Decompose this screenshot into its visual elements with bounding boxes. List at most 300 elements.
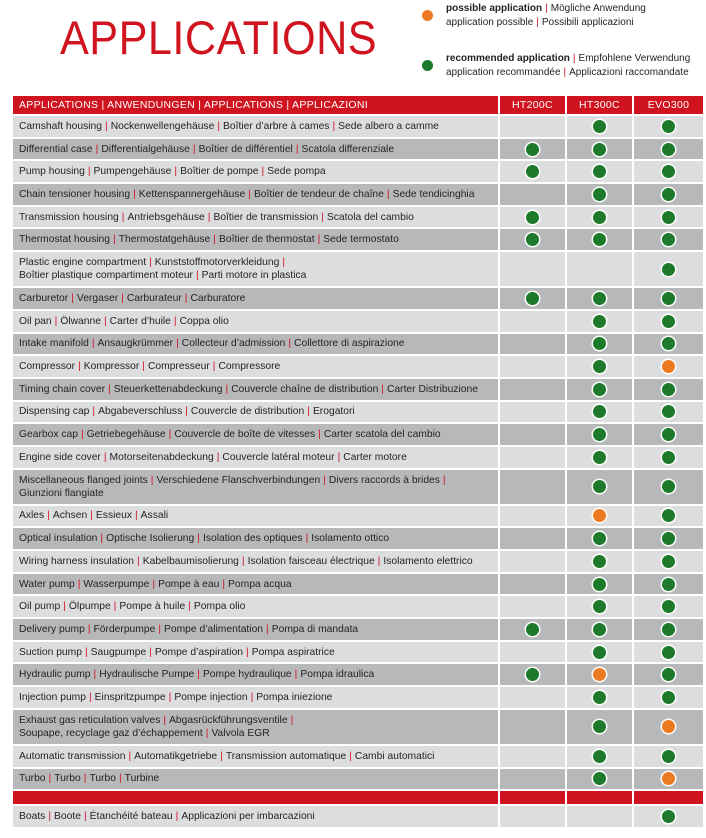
recommended-dot-icon <box>662 315 675 328</box>
application-name-part: Carter Distribuzione <box>386 383 478 395</box>
separator: | <box>100 533 104 545</box>
application-name <box>13 447 500 468</box>
separator: | <box>87 166 91 178</box>
application-name-part: Hydraulische Pumpe <box>99 669 195 681</box>
recommended-dot-icon <box>593 750 606 763</box>
recommended-dot-icon <box>662 337 675 350</box>
separator: | <box>337 451 341 463</box>
rating-cell <box>500 769 567 790</box>
separator: | <box>93 669 97 681</box>
table-row <box>13 229 703 252</box>
separator: | <box>90 510 93 522</box>
rating-cell <box>567 664 634 685</box>
rating-cell <box>634 402 703 423</box>
application-name-part: Boîtier de transmission <box>213 211 319 223</box>
separator: | <box>323 474 326 486</box>
application-name-part: Turbo <box>19 773 46 785</box>
separator: | <box>377 555 381 567</box>
rating-cell <box>634 506 703 527</box>
separator: | <box>305 533 309 545</box>
application-name <box>13 769 500 790</box>
separator: | <box>88 691 92 703</box>
recommended-dot-icon <box>593 480 606 493</box>
table-row <box>13 288 703 311</box>
application-name <box>13 710 500 744</box>
separator: | <box>261 166 265 178</box>
application-name-part: Delivery pump <box>19 623 85 635</box>
separator: | <box>149 646 152 658</box>
application-name-part: Boîtier de thermostat <box>218 234 315 246</box>
table-row <box>13 506 703 529</box>
rating-cell <box>634 311 703 332</box>
separator: | <box>185 406 188 418</box>
application-name-part: Engine side cover <box>19 451 101 463</box>
application-name-part: Pompa di mandata <box>271 623 359 635</box>
application-name-part: Essieux <box>95 510 132 522</box>
separator: | <box>192 143 196 155</box>
application-name-part: Couvercle chaîne de distribution <box>231 383 379 395</box>
separator: | <box>173 315 177 327</box>
application-name-part: Pompe à huile <box>119 601 186 613</box>
rating-cell <box>634 252 703 286</box>
rating-cell <box>567 596 634 617</box>
rating-cell <box>634 356 703 377</box>
application-name-part: Saugpumpe <box>90 646 147 658</box>
separator: | <box>84 646 88 658</box>
separator: | <box>282 257 286 269</box>
separator: | <box>158 623 161 635</box>
divider-cell <box>567 791 634 804</box>
separator: | <box>307 406 310 418</box>
application-name-part: Antriebsgehäuse <box>127 211 205 223</box>
rating-cell <box>567 252 634 286</box>
application-name-part: Cambi automatici <box>354 750 435 762</box>
application-name-part: Camshaft housing <box>19 120 102 132</box>
separator: | <box>47 510 50 522</box>
application-name-part: Wasserpumpe <box>83 578 150 590</box>
recommended-dot-icon <box>662 233 675 246</box>
application-name <box>13 139 500 160</box>
table-row <box>13 574 703 597</box>
rating-cell <box>500 806 567 827</box>
separator: | <box>176 338 179 350</box>
recommended-dot-icon <box>662 668 675 681</box>
application-name-part: Boote <box>54 811 81 823</box>
rating-cell <box>567 710 634 744</box>
rating-cell <box>567 424 634 445</box>
separator: | <box>294 669 298 681</box>
table-row <box>13 311 703 334</box>
table-row <box>13 424 703 447</box>
application-name-part: Water pump <box>19 578 75 590</box>
recommended-dot-icon <box>662 480 675 493</box>
possible-dot-icon <box>662 772 675 785</box>
application-name-part: Getriebegehäuse <box>86 429 166 441</box>
rating-cell <box>634 642 703 663</box>
application-name-part: Dispensing cap <box>19 406 90 418</box>
application-name-part: Kompressor <box>83 361 140 373</box>
rating-cell <box>567 551 634 572</box>
separator: | <box>216 451 220 463</box>
application-name-part: Étanchéité bateau <box>89 811 173 823</box>
application-name-part: Pumpengehäuse <box>93 166 172 178</box>
application-name <box>13 311 500 332</box>
separator: | <box>184 292 188 304</box>
recommended-dot-icon <box>662 623 675 636</box>
rating-cell <box>567 161 634 182</box>
applications-table <box>13 96 703 829</box>
separator: | <box>118 773 122 785</box>
recommended-dot-icon <box>593 428 606 441</box>
rating-cell <box>500 139 567 160</box>
rating-cell <box>634 424 703 445</box>
rating-cell <box>567 184 634 205</box>
application-name-part: Compressor <box>19 361 76 373</box>
application-name-part: Oil pan <box>19 315 52 327</box>
recommended-dot-icon <box>662 600 675 613</box>
rating-cell <box>567 470 634 504</box>
recommended-dot-icon <box>526 668 539 681</box>
separator: | <box>163 714 167 726</box>
application-name <box>13 207 500 228</box>
rating-cell <box>567 642 634 663</box>
application-name <box>13 424 500 445</box>
application-name-part: Timing chain cover <box>19 383 106 395</box>
table-row <box>13 161 703 184</box>
application-name <box>13 470 500 504</box>
application-name <box>13 184 500 205</box>
recommended-dot-icon <box>662 211 675 224</box>
recommended-dot-icon <box>662 428 675 441</box>
separator: | <box>71 292 74 304</box>
rating-cell <box>634 139 703 160</box>
separator: | <box>91 338 95 350</box>
separator: | <box>121 211 125 223</box>
separator: | <box>197 669 200 681</box>
separator: | <box>134 510 138 522</box>
application-name-part: Vergaser <box>76 292 119 304</box>
application-name-part: Chain tensioner housing <box>19 188 131 200</box>
application-name-part: Injection pump <box>19 691 86 703</box>
rating-cell <box>567 687 634 708</box>
rating-cell <box>500 229 567 250</box>
application-name-line: Soupape, recyclage gaz d’échappement | Valvola EGR <box>19 727 270 739</box>
application-name-part: Sede termostato <box>323 234 399 246</box>
recommended-dot-icon <box>662 810 675 823</box>
rating-cell <box>567 379 634 400</box>
rating-cell <box>567 806 634 827</box>
application-name-part: Compressore <box>218 361 281 373</box>
rating-cell <box>567 447 634 468</box>
application-name-part: Pompa idraulica <box>300 669 375 681</box>
application-name-part: Pompe injection <box>174 691 248 703</box>
separator: | <box>108 383 111 395</box>
application-name <box>13 806 500 827</box>
recommended-dot-icon <box>593 691 606 704</box>
application-name-part: Ölwanne <box>60 315 101 327</box>
header-ht300c: HT300C <box>567 96 634 114</box>
recommended-dot-icon <box>662 750 675 763</box>
recommended-dot-icon <box>662 263 675 276</box>
separator: | <box>321 211 324 223</box>
separator: | <box>95 143 99 155</box>
separator: | <box>266 623 269 635</box>
table-row <box>13 207 703 230</box>
recommended-dot-icon <box>593 555 606 568</box>
rating-cell <box>634 619 703 640</box>
application-name-part: Abgabeverschluss <box>98 406 183 418</box>
separator: | <box>197 533 200 545</box>
application-name-part: Collecteur d’admission <box>181 338 286 350</box>
rating-cell <box>567 334 634 355</box>
application-name-part: Boîtier d’arbre à cames <box>223 120 330 132</box>
recommended-dot-icon <box>526 233 539 246</box>
recommended-dot-icon <box>662 405 675 418</box>
rating-cell <box>500 207 567 228</box>
recommended-dot-icon <box>662 578 675 591</box>
rating-cell <box>500 356 567 377</box>
table-row <box>13 528 703 551</box>
application-name-part: Intake manifold <box>19 338 89 350</box>
application-name-part: Suction pump <box>19 646 82 658</box>
application-name <box>13 161 500 182</box>
recommended-dot-icon <box>662 691 675 704</box>
application-name-part: Boîtier de différentiel <box>198 143 293 155</box>
application-name-part: Steuerkettenabdeckung <box>113 383 223 395</box>
rating-cell <box>567 139 634 160</box>
recommended-dot-icon <box>593 165 606 178</box>
separator: | <box>381 383 384 395</box>
recommended-dot-icon <box>662 555 675 568</box>
application-name-part: Turbo <box>89 773 116 785</box>
recommended-dot-icon <box>593 337 606 350</box>
application-name-part: Carburetor <box>19 292 69 304</box>
separator: | <box>133 188 136 200</box>
application-name-part: Scatola del cambio <box>326 211 414 223</box>
recommended-dot-icon <box>662 646 675 659</box>
table-row <box>13 687 703 710</box>
application-name <box>13 574 500 595</box>
application-name <box>13 506 500 527</box>
application-name-part: Förderpumpe <box>93 623 156 635</box>
application-name-part: Einspritzpumpe <box>94 691 166 703</box>
table-row <box>13 356 703 379</box>
rating-cell <box>500 379 567 400</box>
rating-cell <box>567 574 634 595</box>
rating-cell <box>634 551 703 572</box>
application-name-part: Boats <box>19 811 46 823</box>
application-name-part: Isolamento ottico <box>311 533 390 545</box>
recommended-dot-icon <box>593 772 606 785</box>
rating-cell <box>500 574 567 595</box>
rating-cell <box>634 769 703 790</box>
recommended-dot-icon <box>593 315 606 328</box>
recommended-dot-icon <box>662 143 675 156</box>
application-name-line: Boîtier plastique compartiment moteur | Parti motore in plastica <box>19 270 307 282</box>
recommended-dot-icon <box>593 532 606 545</box>
separator: | <box>54 315 58 327</box>
rating-cell <box>500 746 567 767</box>
application-name <box>13 252 500 286</box>
separator: | <box>63 601 66 613</box>
rating-cell <box>634 687 703 708</box>
recommended-dot-icon <box>593 623 606 636</box>
application-name-part: Pompe hydraulique <box>202 669 292 681</box>
table-row <box>13 664 703 687</box>
rating-cell <box>500 252 567 286</box>
header-evo300: EVO300 <box>647 99 690 111</box>
rating-cell <box>634 710 703 744</box>
separator: | <box>83 773 87 785</box>
application-name-part: Scatola differenziale <box>301 143 395 155</box>
rating-cell <box>500 447 567 468</box>
recommended-dot-icon <box>593 600 606 613</box>
application-name-part: Couvercle latéral moteur <box>222 451 335 463</box>
separator: | <box>175 811 179 823</box>
application-name-part: Carburatore <box>190 292 246 304</box>
legend-recommended: recommended application | Empfohlene Verwendung application recommandée | Applicazioni raccomandate <box>446 52 690 80</box>
rating-cell <box>567 402 634 423</box>
rating-cell <box>634 116 703 137</box>
rating-cell <box>567 356 634 377</box>
rating-cell <box>634 161 703 182</box>
separator: | <box>213 234 216 246</box>
application-name-part: Differentialgehäuse <box>101 143 190 155</box>
rating-cell <box>634 229 703 250</box>
application-name <box>13 356 500 377</box>
rating-cell <box>500 551 567 572</box>
rating-cell <box>500 288 567 309</box>
rating-cell <box>500 710 567 744</box>
divider-cell <box>634 791 703 804</box>
table-row <box>13 252 703 288</box>
recommended-dot-icon <box>662 451 675 464</box>
possible-dot-icon <box>593 668 606 681</box>
table-row <box>13 769 703 792</box>
separator: | <box>220 750 223 762</box>
rating-cell <box>500 311 567 332</box>
rating-cell <box>567 288 634 309</box>
separator: | <box>225 383 229 395</box>
recommended-dot-icon <box>593 233 606 246</box>
rating-cell <box>567 746 634 767</box>
application-name-part: Nockenwellengehäuse <box>110 120 215 132</box>
rating-cell <box>567 207 634 228</box>
application-name-part: Pompa acqua <box>228 578 292 590</box>
application-name-part: Automatikgetriebe <box>134 750 218 762</box>
application-name-line: Exhaust gas reticulation valves | Abgasrückführungsventile | <box>19 714 296 727</box>
rating-cell <box>500 619 567 640</box>
application-name-part: Assali <box>140 510 169 522</box>
rating-cell <box>567 229 634 250</box>
recommended-dot-icon <box>593 451 606 464</box>
separator: | <box>217 120 220 132</box>
rating-cell <box>567 116 634 137</box>
separator: | <box>113 601 117 613</box>
rating-cell <box>634 470 703 504</box>
separator: | <box>103 315 107 327</box>
separator: | <box>222 578 226 590</box>
separator: | <box>150 474 154 486</box>
application-name <box>13 288 500 309</box>
rating-cell <box>634 334 703 355</box>
separator: | <box>246 646 249 658</box>
application-name <box>13 642 500 663</box>
application-name-part: Applicazioni per imbarcazioni <box>181 811 315 823</box>
table-row <box>13 447 703 470</box>
rating-cell <box>500 116 567 137</box>
table-row <box>13 642 703 665</box>
separator: | <box>332 120 336 132</box>
application-name-part: Differential case <box>19 143 93 155</box>
application-name-part: Kettenspannergehäuse <box>138 188 246 200</box>
application-name-part: Sede albero a camme <box>338 120 439 132</box>
separator: | <box>207 211 211 223</box>
table-row <box>13 806 703 829</box>
application-name <box>13 619 500 640</box>
recommended-dot-icon <box>662 532 675 545</box>
rating-cell <box>500 161 567 182</box>
recommended-dot-icon <box>662 383 675 396</box>
application-name-part: Transmission housing <box>19 211 119 223</box>
recommended-dot-icon <box>526 165 539 178</box>
header-applications: APPLICATIONS | ANWENDUNGEN | APPLICATIONS | APPLICAZIONI <box>13 96 500 114</box>
application-name-part: Carter motore <box>343 451 407 463</box>
application-name <box>13 334 500 355</box>
application-name-part: Optical insulation <box>19 533 98 545</box>
table-row <box>13 184 703 207</box>
separator: | <box>442 474 446 486</box>
separator: | <box>168 429 172 441</box>
rating-cell <box>500 470 567 504</box>
rating-cell <box>634 746 703 767</box>
application-name-part: Pompe d’aspiration <box>154 646 244 658</box>
table-row <box>13 746 703 769</box>
application-name-part: Turbine <box>124 773 160 785</box>
application-name <box>13 664 500 685</box>
rating-cell <box>634 207 703 228</box>
application-name-part: Collettore di aspirazione <box>294 338 405 350</box>
separator: | <box>288 338 292 350</box>
application-name <box>13 687 500 708</box>
application-name-part: Pompe à eau <box>158 578 220 590</box>
recommended-dot-icon <box>662 509 675 522</box>
application-name-part: Transmission automatique <box>225 750 347 762</box>
rating-cell <box>567 619 634 640</box>
rating-cell <box>500 687 567 708</box>
application-name-part: Pompa aspiratrice <box>251 646 335 658</box>
recommended-dot-icon <box>593 720 606 733</box>
application-name-part: Ölpumpe <box>68 601 111 613</box>
application-name-part: Carburateur <box>126 292 182 304</box>
recommended-dot-icon <box>593 646 606 659</box>
recommended-dot-icon <box>662 188 675 201</box>
separator: | <box>128 750 132 762</box>
table-row <box>13 139 703 162</box>
rating-cell <box>634 574 703 595</box>
application-name-part: Coppa olio <box>179 315 229 327</box>
separator: | <box>212 361 216 373</box>
separator: | <box>290 714 294 726</box>
application-name-part: Erogatori <box>312 406 355 418</box>
table-row <box>13 116 703 139</box>
legend-possible: possible application | Mögliche Anwendung application possible | Possibili applicazioni <box>446 2 646 30</box>
recommended-dot-icon <box>593 405 606 418</box>
rating-cell <box>634 184 703 205</box>
application-name-part: Pompe d’alimentation <box>164 623 264 635</box>
application-name-part: Thermostat housing <box>19 234 111 246</box>
separator: | <box>149 257 152 269</box>
